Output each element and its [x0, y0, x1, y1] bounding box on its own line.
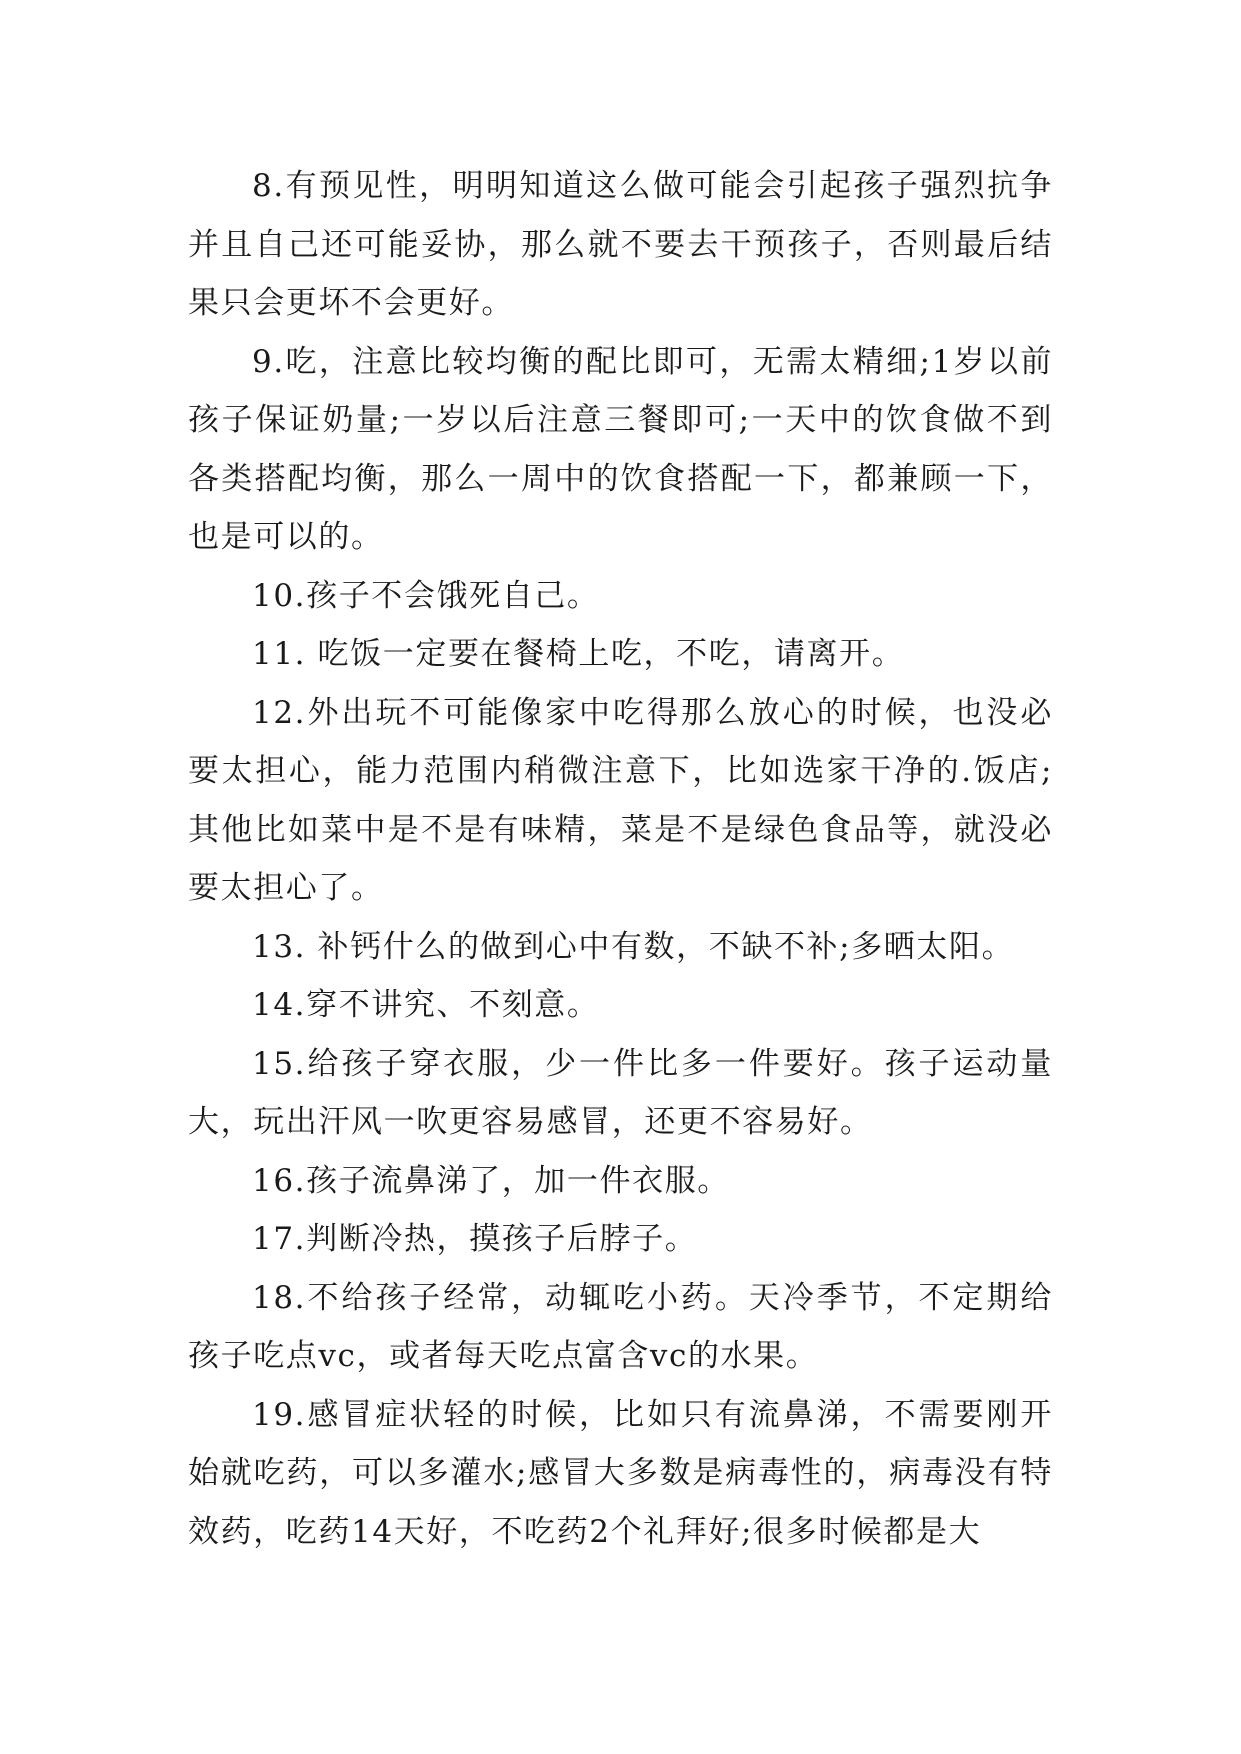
paragraph-item-14: 14.穿不讲究、不刻意。 [252, 987, 600, 1023]
paragraph-item-9: 9.吃，注意比较均衡的配比即可，无需太精细;1岁以前孩子保证奶量;一岁以后注意三餐即可;一天中的饮食做不到各类搭配均衡，那么一周中的饮食搭配一下，都兼顾一下，也是可以的。 [188, 343, 1053, 555]
paragraph-item-10: 10.孩子不会饿死自己。 [252, 577, 600, 614]
paragraph-item-8: 8.有预见性，明明知道这么做可能会引起孩子强烈抗争并且自己还可能妥协，那么就不要去干预孩子，否则最后结果只会更坏不会更好。 [188, 168, 1053, 321]
paragraph-item-18: 18.不给孩子经常，动辄吃小药。天冷季节，不定期给孩子吃点vc，或者每天吃点富含vc的水果。 [188, 1279, 1053, 1374]
paragraph-item-13: 13. 补钙什么的做到心中有数，不缺不补;多晒太阳。 [252, 928, 1015, 965]
paragraph-item-12: 12.外出玩不可能像家中吃得那么放心的时候，也没必要太担心，能力范围内稍微注意下，比如选家干净的.饭店;其他比如菜中是不是有味精，菜是不是绿色食品等，就没必要太担心了。 [188, 694, 1053, 906]
paragraph-item-16: 16.孩子流鼻涕了，加一件衣服。 [252, 1162, 730, 1199]
paragraph-item-17: 17.判断冷热，摸孩子后脖子。 [252, 1221, 698, 1257]
paragraph-item-11: 11. 吃饭一定要在餐椅上吃，不吃，请离开。 [252, 636, 905, 672]
paragraph-item-19: 19.感冒症状轻的时候，比如只有流鼻涕，不需要刚开始就吃药，可以多灌水;感冒大多数是病毒性的，病毒没有特效药，吃药14天好，不吃药2个礼拜好;很多时候都是大 [188, 1396, 1053, 1550]
paragraph-item-15: 15.给孩子穿衣服，少一件比多一件要好。孩子运动量大，玩出汗风一吹更容易感冒，还更不容易好。 [188, 1045, 1053, 1140]
document-body [188, 157, 1053, 1561]
